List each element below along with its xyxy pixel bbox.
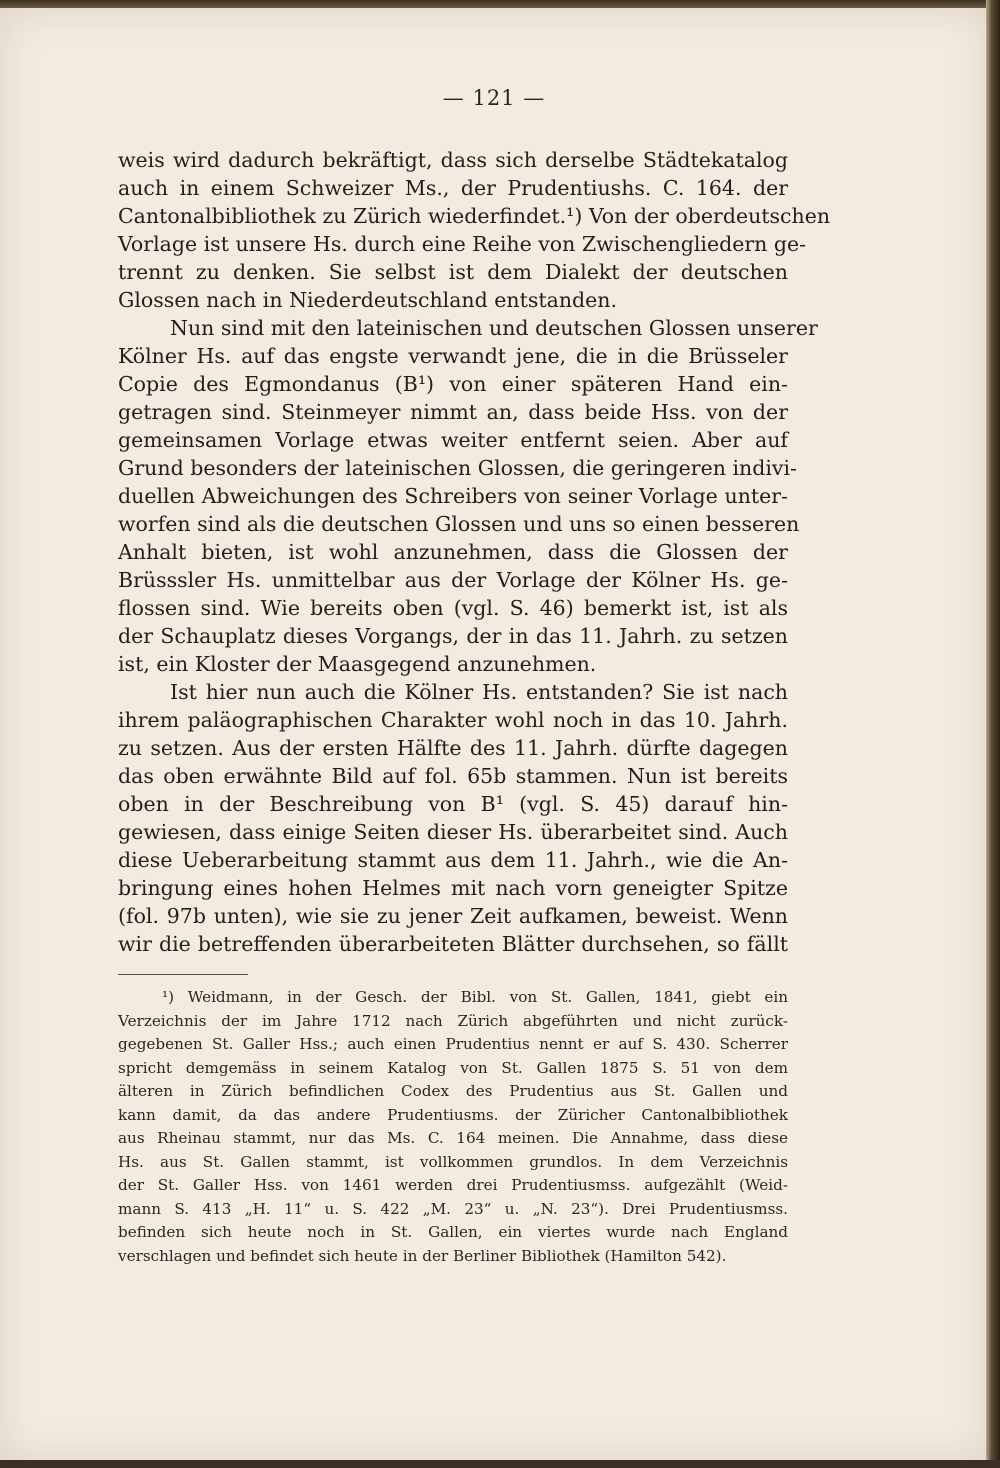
- page-number: — 121 —: [442, 86, 546, 110]
- footnote-line: ¹) Weidmann, in der Gesch. der Bibl. von St. Gallen, 1841, giebt ein: [162, 988, 788, 1006]
- footnote-line: älteren in Zürich befindlichen Codex des Prudentius aus St. Gallen und: [118, 1082, 788, 1100]
- footnote-line: der St. Galler Hss. von 1461 werden drei Prudentiusmss. aufgezählt (Weid-: [118, 1176, 788, 1194]
- text-line: ist, ein Kloster der Maasgegend anzunehmen.: [118, 652, 597, 676]
- footnote-line: kann damit, da das andere Prudentiusms. der Züricher Cantonalbibliothek: [118, 1105, 788, 1124]
- text-line: Grund besonders der lateinischen Glossen, die geringeren indivi-: [118, 456, 797, 480]
- text-line: trennt zu denken. Sie selbst ist dem Dialekt der deutschen: [118, 260, 788, 284]
- text-line: Brüsssler Hs. unmittelbar aus der Vorlage der Kölner Hs. ge-: [118, 568, 788, 592]
- footnote-divider: [118, 974, 248, 975]
- text-line: Vorlage ist unsere Hs. durch eine Reihe von Zwischengliedern ge-: [118, 232, 807, 256]
- text-line: Nun sind mit den lateinischen und deutschen Glossen unserer: [170, 316, 818, 340]
- text-line: weis wird dadurch bekräftigt, dass sich derselbe Städtekatalog: [118, 148, 788, 172]
- footnote-line: mann S. 413 „H. 11“ u. S. 422 „M. 23“ u. „N. 23“). Drei Prudentiusmss.: [118, 1199, 788, 1218]
- text-line: der Schauplatz dieses Vorgangs, der in das 11. Jahrh. zu setzen: [118, 624, 788, 648]
- text-line: wir die betreffenden überarbeiteten Blätter durchsehen, so fällt: [118, 932, 788, 956]
- footnote-line: verschlagen und befindet sich heute in der Berliner Bibliothek (Hamilton 542).: [118, 1246, 727, 1265]
- text-line: Copie des Egmondanus (B¹) von einer späteren Hand ein-: [118, 372, 788, 396]
- text-line: bringung eines hohen Helmes mit nach vorn geneigter Spitze: [118, 876, 788, 900]
- body-text: [118, 146, 831, 958]
- text-line: das oben erwähnte Bild auf fol. 65b stammen. Nun ist bereits: [118, 764, 788, 788]
- text-line: duellen Abweichungen des Schreibers von seiner Vorlage unter-: [118, 484, 788, 508]
- book-page: [0, 8, 988, 1460]
- text-line: ihrem paläographischen Charakter wohl noch in das 10. Jahrh.: [118, 708, 788, 732]
- text-line: worfen sind als die deutschen Glossen und uns so einen besseren: [118, 512, 800, 536]
- footnote-line: spricht demgemäss in seinem Katalog von St. Gallen 1875 S. 51 von dem: [118, 1058, 788, 1077]
- text-line: gemeinsamen Vorlage etwas weiter entfernt seien. Aber auf: [118, 428, 788, 452]
- text-line: Ist hier nun auch die Kölner Hs. entstanden? Sie ist nach: [170, 680, 788, 704]
- text-line: gewiesen, dass einige Seiten dieser Hs. überarbeitet sind. Auch: [118, 820, 788, 844]
- text-line: Kölner Hs. auf das engste verwandt jene, die in die Brüsseler: [118, 344, 788, 368]
- footnotes: [118, 986, 788, 1268]
- text-line: Cantonalbibliothek zu Zürich wiederfindet.¹) Von der oberdeutschen: [118, 204, 831, 228]
- text-line: diese Ueberarbeitung stammt aus dem 11. Jahrh., wie die An-: [118, 848, 788, 872]
- text-line: zu setzen. Aus der ersten Hälfte des 11. Jahrh. dürfte dagegen: [118, 736, 788, 760]
- footnote-line: Hs. aus St. Gallen stammt, ist vollkommen grundlos. In dem Verzeichnis: [118, 1152, 788, 1171]
- book-bottom-edge: [0, 1460, 1000, 1468]
- book-spine-edge: [986, 0, 1000, 1468]
- text-line: getragen sind. Steinmeyer nimmt an, dass beide Hss. von der: [118, 400, 788, 424]
- text-line: (fol. 97b unten), wie sie zu jener Zeit aufkamen, beweist. Wenn: [118, 904, 788, 928]
- footnote-line: Verzeichnis der im Jahre 1712 nach Zürich abgeführten und nicht zurück-: [118, 1011, 788, 1030]
- text-line: oben in der Beschreibung von B¹ (vgl. S. 45) darauf hin-: [118, 792, 788, 816]
- footnote-line: befinden sich heute noch in St. Gallen, ein viertes wurde nach England: [118, 1223, 788, 1241]
- footnote-line: aus Rheinau stammt, nur das Ms. C. 164 meinen. Die Annahme, dass diese: [118, 1129, 788, 1147]
- text-line: flossen sind. Wie bereits oben (vgl. S. 46) bemerkt ist, ist als: [118, 596, 788, 620]
- footnote-line: gegebenen St. Galler Hss.; auch einen Prudentius nennt er auf S. 430. Scherrer: [118, 1035, 788, 1053]
- book-top-edge: [0, 0, 1000, 8]
- text-line: auch in einem Schweizer Ms., der Prudentiushs. C. 164. der: [118, 176, 788, 200]
- text-line: Glossen nach in Niederdeutschland entstanden.: [118, 288, 617, 312]
- text-line: Anhalt bieten, ist wohl anzunehmen, dass die Glossen der: [118, 540, 788, 564]
